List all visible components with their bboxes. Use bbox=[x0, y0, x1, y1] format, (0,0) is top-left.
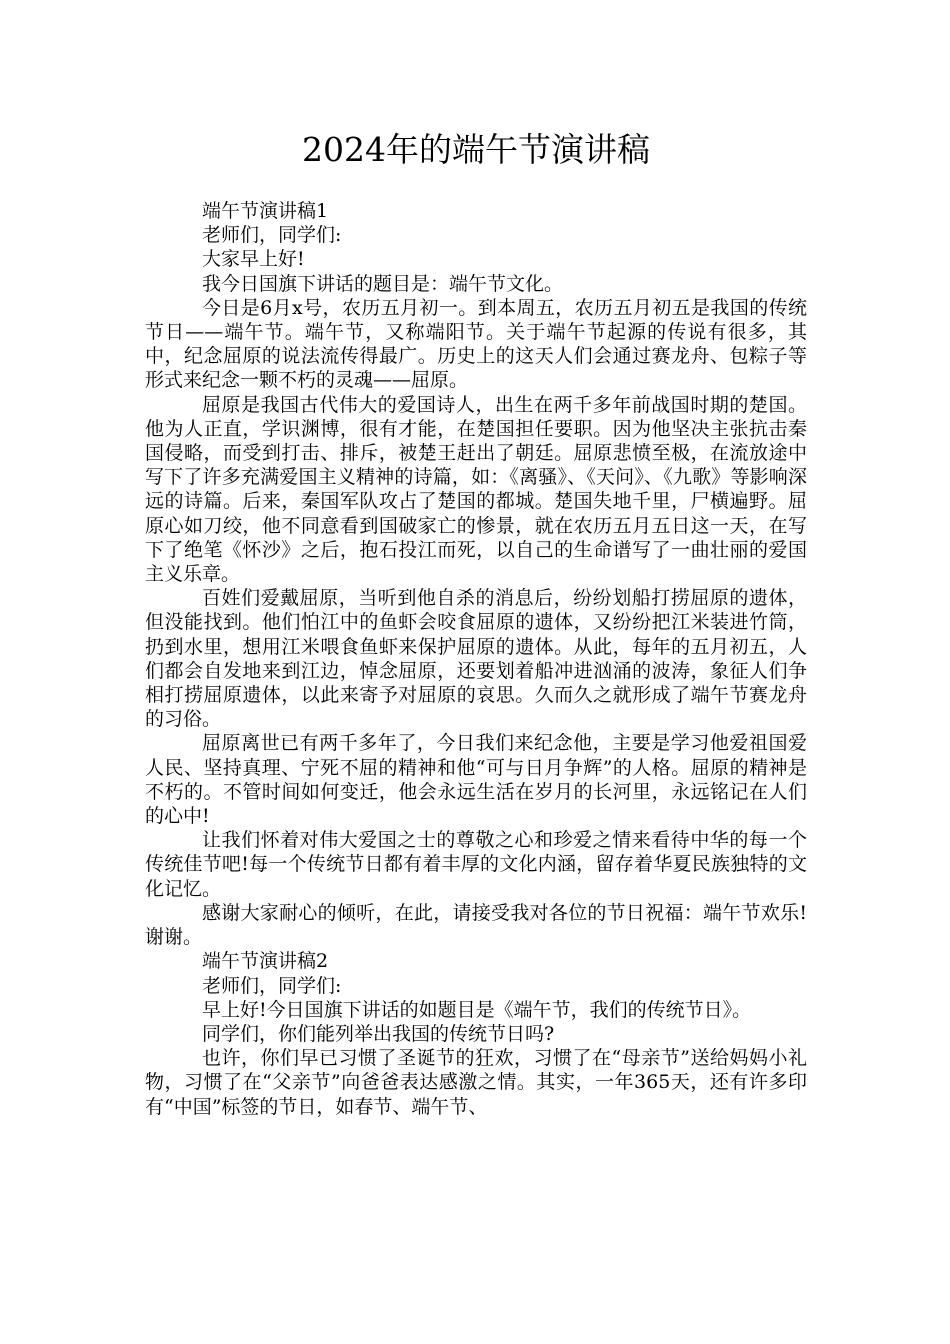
document-body bbox=[145, 199, 807, 1119]
paragraph: 早上好!今日国旗下讲话的如题目是《端午节，我们的传统节日》。 bbox=[202, 998, 752, 1021]
paragraph: 百姓们爱戴屈原，当听到他自杀的消息后，纷纷划船打捞屈原的遗体，但没能找到。他们怕江中的鱼虾会咬食屈原的遗体，又纷纷把江米装进竹筒，扔到水里，想用江米喂食鱼虾来保护屈原的遗体。从此，每年的五月初五，人们都会自发地来到江边，悼念屈原，还要划着船冲进汹涌的波涛，象征人们争相打捞屈原遗体，以此来寄予对屈原的哀思。久而久之就形成了端午节赛龙舟的习俗。 bbox=[145, 587, 807, 731]
paragraph: 老师们，同学们: bbox=[202, 974, 342, 997]
paragraph: 我今日国旗下讲话的题目是：端午节文化。 bbox=[202, 272, 564, 295]
paragraph: 感谢大家耐心的倾听，在此，请接受我对各位的节日祝福：端午节欢乐!谢谢。 bbox=[145, 901, 807, 949]
paragraph: 端午节演讲稿1 bbox=[202, 200, 329, 222]
paragraph: 端午节演讲稿2 bbox=[202, 950, 329, 973]
paragraph: 今日是6月x号，农历五月初一。到本周五，农历五月初五是我国的传统节日——端午节。端午节，又称端阳节。关于端午节起源的传说有很多，其中，纪念屈原的说法流传得最广。历史上的这天人们会通过赛龙舟、包粽子等形式来纪念一颗不朽的灵魂——屈原。 bbox=[145, 296, 807, 392]
paragraph: 同学们，你们能列举出我国的传统节日吗? bbox=[202, 1022, 555, 1045]
paragraph: 让我们怀着对伟大爱国之士的尊敬之心和珍爱之情来看待中华的每一个传统佳节吧!每一个传统节日都有着丰厚的文化内涵，留存着华夏民族独特的文化记忆。 bbox=[145, 829, 807, 900]
document-title: 2024年的端午节演讲稿 bbox=[302, 130, 650, 169]
paragraph: 屈原是我国古代伟大的爱国诗人，出生在两千多年前战国时期的楚国。他为人正直，学识渊博，很有才能，在楚国担任要职。因为他坚决主张抗击秦国侵略，而受到打击、排斥，被楚王赶出了朝廷。屈原悲愤至极，在流放途中写下了许多充满爱国主义精神的诗篇，如：《离骚》、《天问》、《九歌》等影响深远的诗篇。后来，秦国军队攻占了楚国的都城。楚国失地千里，尸横遍野。屈原心如刀绞，他不同意看到国破家亡的惨景，就在农历五月五日这一天，在写下了绝笔《怀沙》之后，抱石投江而死，以自己的生命谱写了一曲壮丽的爱国主义乐章。 bbox=[145, 393, 807, 586]
paragraph: 也许，你们早已习惯了圣诞节的狂欢，习惯了在“母亲节”送给妈妈小礼物，习惯了在“父亲节”向爸爸表达感激之情。其实，一年365天，还有许多印有“中国”标签的节日，如春节、端午节、 bbox=[145, 1047, 807, 1118]
paragraph: 屈原离世已有两千多年了，今日我们来纪念他，主要是学习他爱祖国爱人民、坚持真理、宁死不屈的精神和他“可与日月争辉”的人格。屈原的精神是不朽的。不管时间如何变迁，他会永远生活在岁月的长河里，永远铭记在人们的心中! bbox=[145, 732, 807, 828]
paragraph: 老师们，同学们: bbox=[202, 224, 342, 247]
paragraph: 大家早上好! bbox=[202, 248, 305, 271]
